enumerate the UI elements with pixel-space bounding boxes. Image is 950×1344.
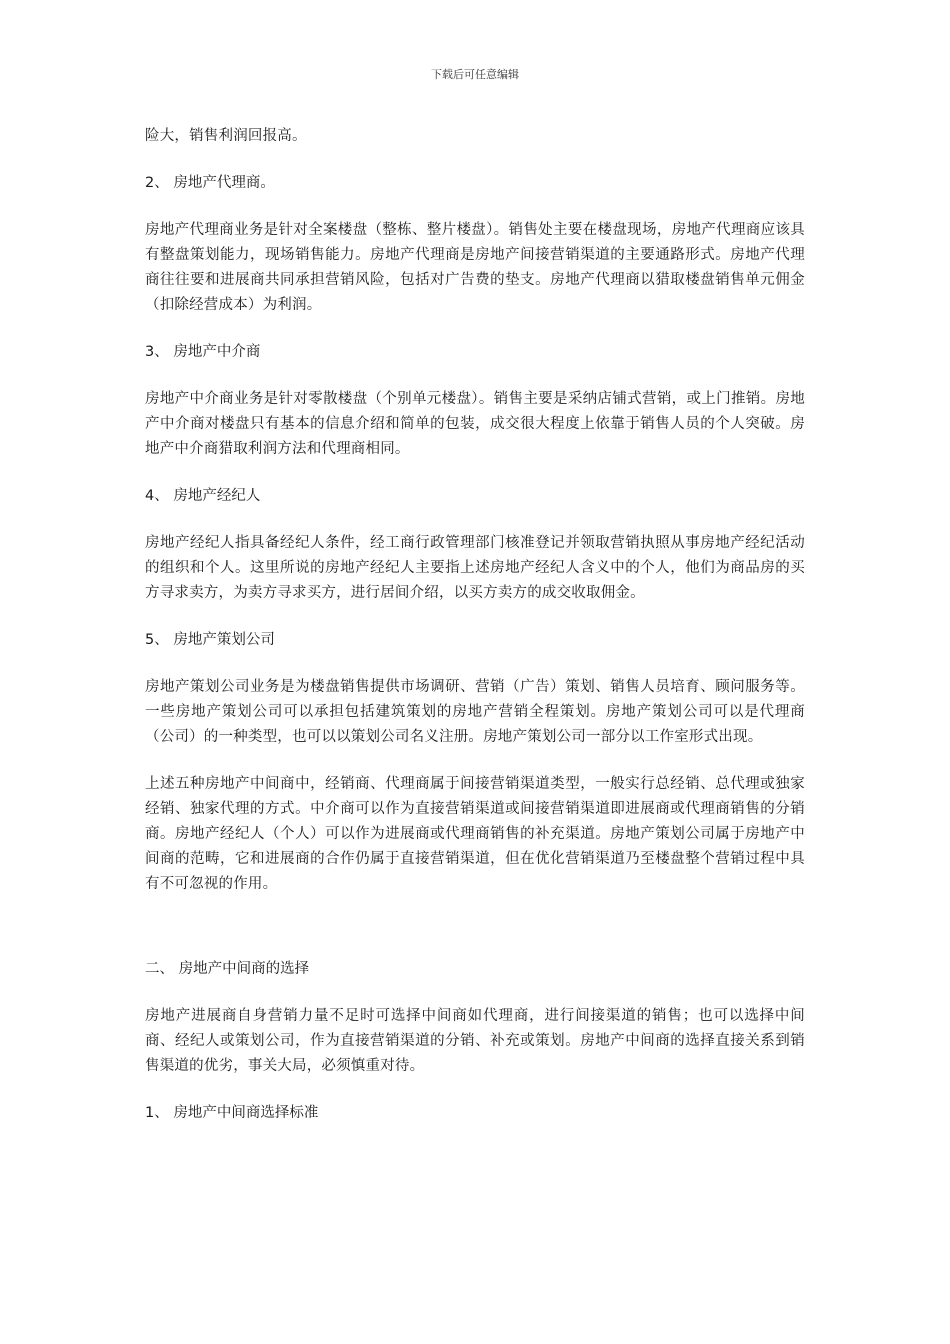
paragraph-intermediary: 房地产中介商业务是针对零散楼盘（个别单元楼盘）。销售主要是采纳店铺式营销，或上门推销。房地产中介商对楼盘只有基本的信息介绍和简单的包装，成交很大程度上依靠于销售人员的个人突破。房地产中介商猎取利润方法和代理商相同。 (145, 391, 805, 457)
heading-intermediary: 3、 房地产中介商 (145, 344, 261, 360)
heading-planning-company: 5、 房地产策划公司 (145, 632, 275, 648)
paragraph-selection: 房地产进展商自身营销力量不足时可选择中间商如代理商，进行间接渠道的销售；也可以选择中间商、经纪人或策划公司，作为直接营销渠道的分销、补充或策划。房地产中间商的选择直接关系到销售渠道的优劣，事关大局，必须慎重对待。 (145, 1008, 805, 1074)
page-header: 下载后可任意编辑 (431, 68, 519, 81)
document-body (145, 124, 805, 1148)
paragraph-agent: 房地产代理商业务是针对全案楼盘（整栋、整片楼盘）。销售处主要在楼盘现场，房地产代理商应该具有整盘策划能力，现场销售能力。房地产代理商是房地产间接营销渠道的主要通路形式。房地产代理商往往要和进展商共同承担营销风险，包括对广告费的垫支。房地产代理商以猎取楼盘销售单元佣金（扣除经营成本）为利润。 (145, 222, 805, 313)
heading-agent: 2、 房地产代理商。 (145, 175, 275, 191)
paragraph-1: 险大，销售利润回报高。 (145, 128, 307, 144)
section-heading-selection: 二、 房地产中间商的选择 (145, 961, 310, 977)
heading-selection-criteria: 1、 房地产中间商选择标准 (145, 1105, 319, 1121)
paragraph-planning-company: 房地产策划公司业务是为楼盘销售提供市场调研、营销（广告）策划、销售人员培育、顾问服务等。一些房地产策划公司可以承担包括建筑策划的房地产营销全程策划。房地产策划公司可以是代理商（公司）的一种类型，也可以以策划公司名义注册。房地产策划公司一部分以工作室形式出现。 (145, 679, 805, 745)
paragraph-broker: 房地产经纪人指具备经纪人条件，经工商行政管理部门核准登记并领取营销执照从事房地产经纪活动的组织和个人。这里所说的房地产经纪人主要指上述房地产经纪人含义中的个人，他们为商品房的买方寻求卖方，为卖方寻求买方，进行居间介绍，以买方卖方的成交收取佣金。 (145, 535, 805, 601)
paragraph-summary: 上述五种房地产中间商中，经销商、代理商属于间接营销渠道类型，一般实行总经销、总代理或独家经销、独家代理的方式。中介商可以作为直接营销渠道或间接营销渠道即进展商或代理商销售的分销商。房地产经纪人（个人）可以作为进展商或代理商销售的补充渠道。房地产策划公司属于房地产中间商的范畴，它和进展商的合作仍属于直接营销渠道，但在优化营销渠道乃至楼盘整个营销过程中具有不可忽视的作用。 (145, 776, 805, 892)
heading-broker: 4、 房地产经纪人 (145, 488, 261, 504)
